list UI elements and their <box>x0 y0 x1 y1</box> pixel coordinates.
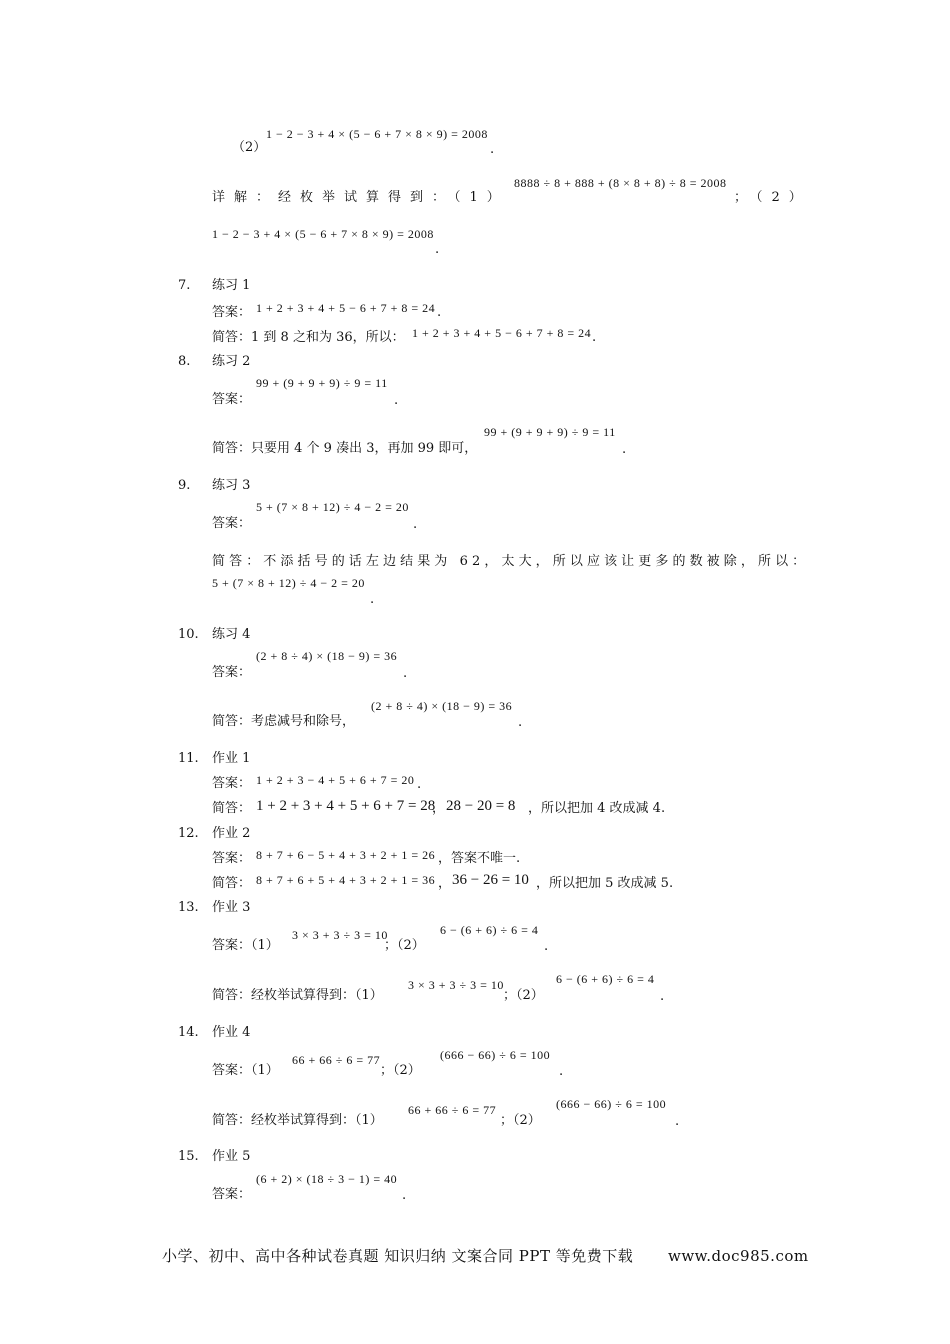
brief-period: . <box>592 330 597 345</box>
footer-url[interactable]: www.doc985.com <box>668 1247 809 1265</box>
item-number: 9. <box>178 478 191 493</box>
answer-period: . <box>394 393 399 408</box>
answer-equation: 8 + 7 + 6 − 5 + 4 + 3 + 2 + 1 = 26 <box>256 848 436 862</box>
detail-equation-2: 1 − 2 − 3 + 4 × (5 − 6 + 7 × 8 × 9) = 2008 <box>212 227 434 241</box>
brief-separator: ， <box>438 876 452 891</box>
item-number: 11. <box>178 751 199 766</box>
brief-label: 简答：经枚举试算得到：（1） <box>212 988 383 1003</box>
item-number: 15. <box>178 1149 199 1164</box>
brief-period: . <box>370 592 375 607</box>
answer-equation: 1 + 2 + 3 + 4 + 5 − 6 + 7 + 8 = 24 <box>256 301 436 315</box>
brief-label: 简答： <box>212 876 252 891</box>
answer-label: 答案： <box>212 1187 252 1202</box>
brief-label: 简答：不添括号的话左边结果为 62，太大，所以应该让更多的数被除，所以： <box>212 554 810 569</box>
answer-equation: (2 + 8 ÷ 4) × (18 − 9) = 36 <box>256 649 398 663</box>
brief-label: 简答： <box>212 801 252 816</box>
answer-period: . <box>403 666 408 681</box>
answer-period: . <box>437 305 442 320</box>
answer-separator: ；（2） <box>380 1063 421 1078</box>
answer-label: 答案： <box>212 851 252 866</box>
brief-equation: 1 + 2 + 3 + 4 + 5 + 6 + 7 = 28 <box>256 798 436 814</box>
part-2-equation: 1 − 2 − 3 + 4 × (5 − 6 + 7 × 8 × 9) = 2008 <box>266 127 488 141</box>
answer-equation: 66 + 66 ÷ 6 = 77 <box>292 1053 381 1067</box>
item-number: 13. <box>178 900 199 915</box>
answer-label: 答案：（1） <box>212 1063 279 1078</box>
part-2-label: （2） <box>232 140 267 155</box>
item-title: 作业 2 <box>212 826 251 841</box>
brief-equation-2: 36 − 26 = 10 <box>452 872 529 888</box>
detail-equation-1: 8888 ÷ 8 + 888 + (8 × 8 + 8) ÷ 8 = 2008 <box>514 176 727 190</box>
answer-equation: 1 + 2 + 3 − 4 + 5 + 6 + 7 = 20 <box>256 773 415 787</box>
answer-period: . <box>417 777 422 792</box>
brief-equation: 3 × 3 + 3 ÷ 3 = 10 <box>408 978 504 992</box>
answer-equation: 5 + (7 × 8 + 12) ÷ 4 − 2 = 20 <box>256 500 409 514</box>
part-2-period: . <box>490 142 495 157</box>
answer-label: 答案： <box>212 516 252 531</box>
brief-label: 简答：考虑减号和除号， <box>212 714 356 729</box>
brief-equation: 8 + 7 + 6 + 5 + 4 + 3 + 2 + 1 = 36 <box>256 873 436 887</box>
answer-equation-2: (666 − 66) ÷ 6 = 100 <box>440 1048 551 1062</box>
answer-period: . <box>544 939 549 954</box>
answer-period: . <box>402 1188 407 1203</box>
answer-label: 答案：（1） <box>212 938 279 953</box>
answer-equation: (6 + 2) × (18 ÷ 3 − 1) = 40 <box>256 1172 398 1186</box>
item-number: 8. <box>178 354 191 369</box>
detail-period: . <box>435 242 440 257</box>
brief-period: . <box>518 715 523 730</box>
item-number: 7. <box>178 278 191 293</box>
answer-label: 答案： <box>212 776 252 791</box>
brief-label: 简答：经枚举试算得到：（1） <box>212 1113 383 1128</box>
answer-period: . <box>413 517 418 532</box>
item-title: 作业 4 <box>212 1025 251 1040</box>
item-title: 作业 1 <box>212 751 251 766</box>
brief-period: . <box>660 989 665 1004</box>
brief-equation-2: 28 − 20 = 8 <box>446 798 516 814</box>
brief-tail: ，所以把加 5 改成减 5. <box>536 876 674 891</box>
item-title: 作业 3 <box>212 900 251 915</box>
item-title: 练习 3 <box>212 478 251 493</box>
answer-label: 答案： <box>212 392 252 407</box>
answer-separator: ；（2） <box>384 938 425 953</box>
item-title: 练习 2 <box>212 354 251 369</box>
item-title: 作业 5 <box>212 1149 251 1164</box>
answer-tail: ，答案不唯一. <box>438 851 521 866</box>
brief-label: 简答：1 到 8 之和为 36，所以： <box>212 330 405 345</box>
brief-separator: ；（2） <box>500 1113 541 1128</box>
detail-label: 详解：经枚举试算得到：（1） <box>212 190 509 205</box>
answer-label: 答案： <box>212 305 252 320</box>
brief-equation: (2 + 8 ÷ 4) × (18 − 9) = 36 <box>371 699 513 713</box>
brief-tail: ，所以把加 4 改成减 4. <box>528 801 666 816</box>
answer-equation-2: 6 − (6 + 6) ÷ 6 = 4 <box>440 923 539 937</box>
answer-equation: 99 + (9 + 9 + 9) ÷ 9 = 11 <box>256 376 388 390</box>
item-number: 14. <box>178 1025 199 1040</box>
footer-text: 小学、初中、高中各种试卷真题 知识归纳 文案合同 PPT 等免费下载 <box>162 1247 634 1265</box>
brief-separator: ；（2） <box>503 988 544 1003</box>
item-title: 练习 4 <box>212 627 251 642</box>
answer-label: 答案： <box>212 665 252 680</box>
brief-equation-2: (666 − 66) ÷ 6 = 100 <box>556 1097 667 1111</box>
item-title: 练习 1 <box>212 278 251 293</box>
answer-period: . <box>559 1064 564 1079</box>
answer-equation: 3 × 3 + 3 ÷ 3 = 10 <box>292 928 388 942</box>
brief-equation: 5 + (7 × 8 + 12) ÷ 4 − 2 = 20 <box>212 576 365 590</box>
brief-period: . <box>675 1114 680 1129</box>
detail-separator: ；（2） <box>734 190 811 205</box>
item-number: 10. <box>178 627 199 642</box>
brief-period: . <box>622 442 627 457</box>
brief-equation: 99 + (9 + 9 + 9) ÷ 9 = 11 <box>484 425 616 439</box>
brief-label: 简答：只要用 4 个 9 凑出 3，再加 99 即可， <box>212 441 478 456</box>
brief-equation: 1 + 2 + 3 + 4 + 5 − 6 + 7 + 8 = 24 <box>412 326 592 340</box>
item-number: 12. <box>178 826 199 841</box>
brief-equation: 66 + 66 ÷ 6 = 77 <box>408 1103 497 1117</box>
brief-equation-2: 6 − (6 + 6) ÷ 6 = 4 <box>556 972 655 986</box>
brief-separator: ， <box>432 801 446 816</box>
